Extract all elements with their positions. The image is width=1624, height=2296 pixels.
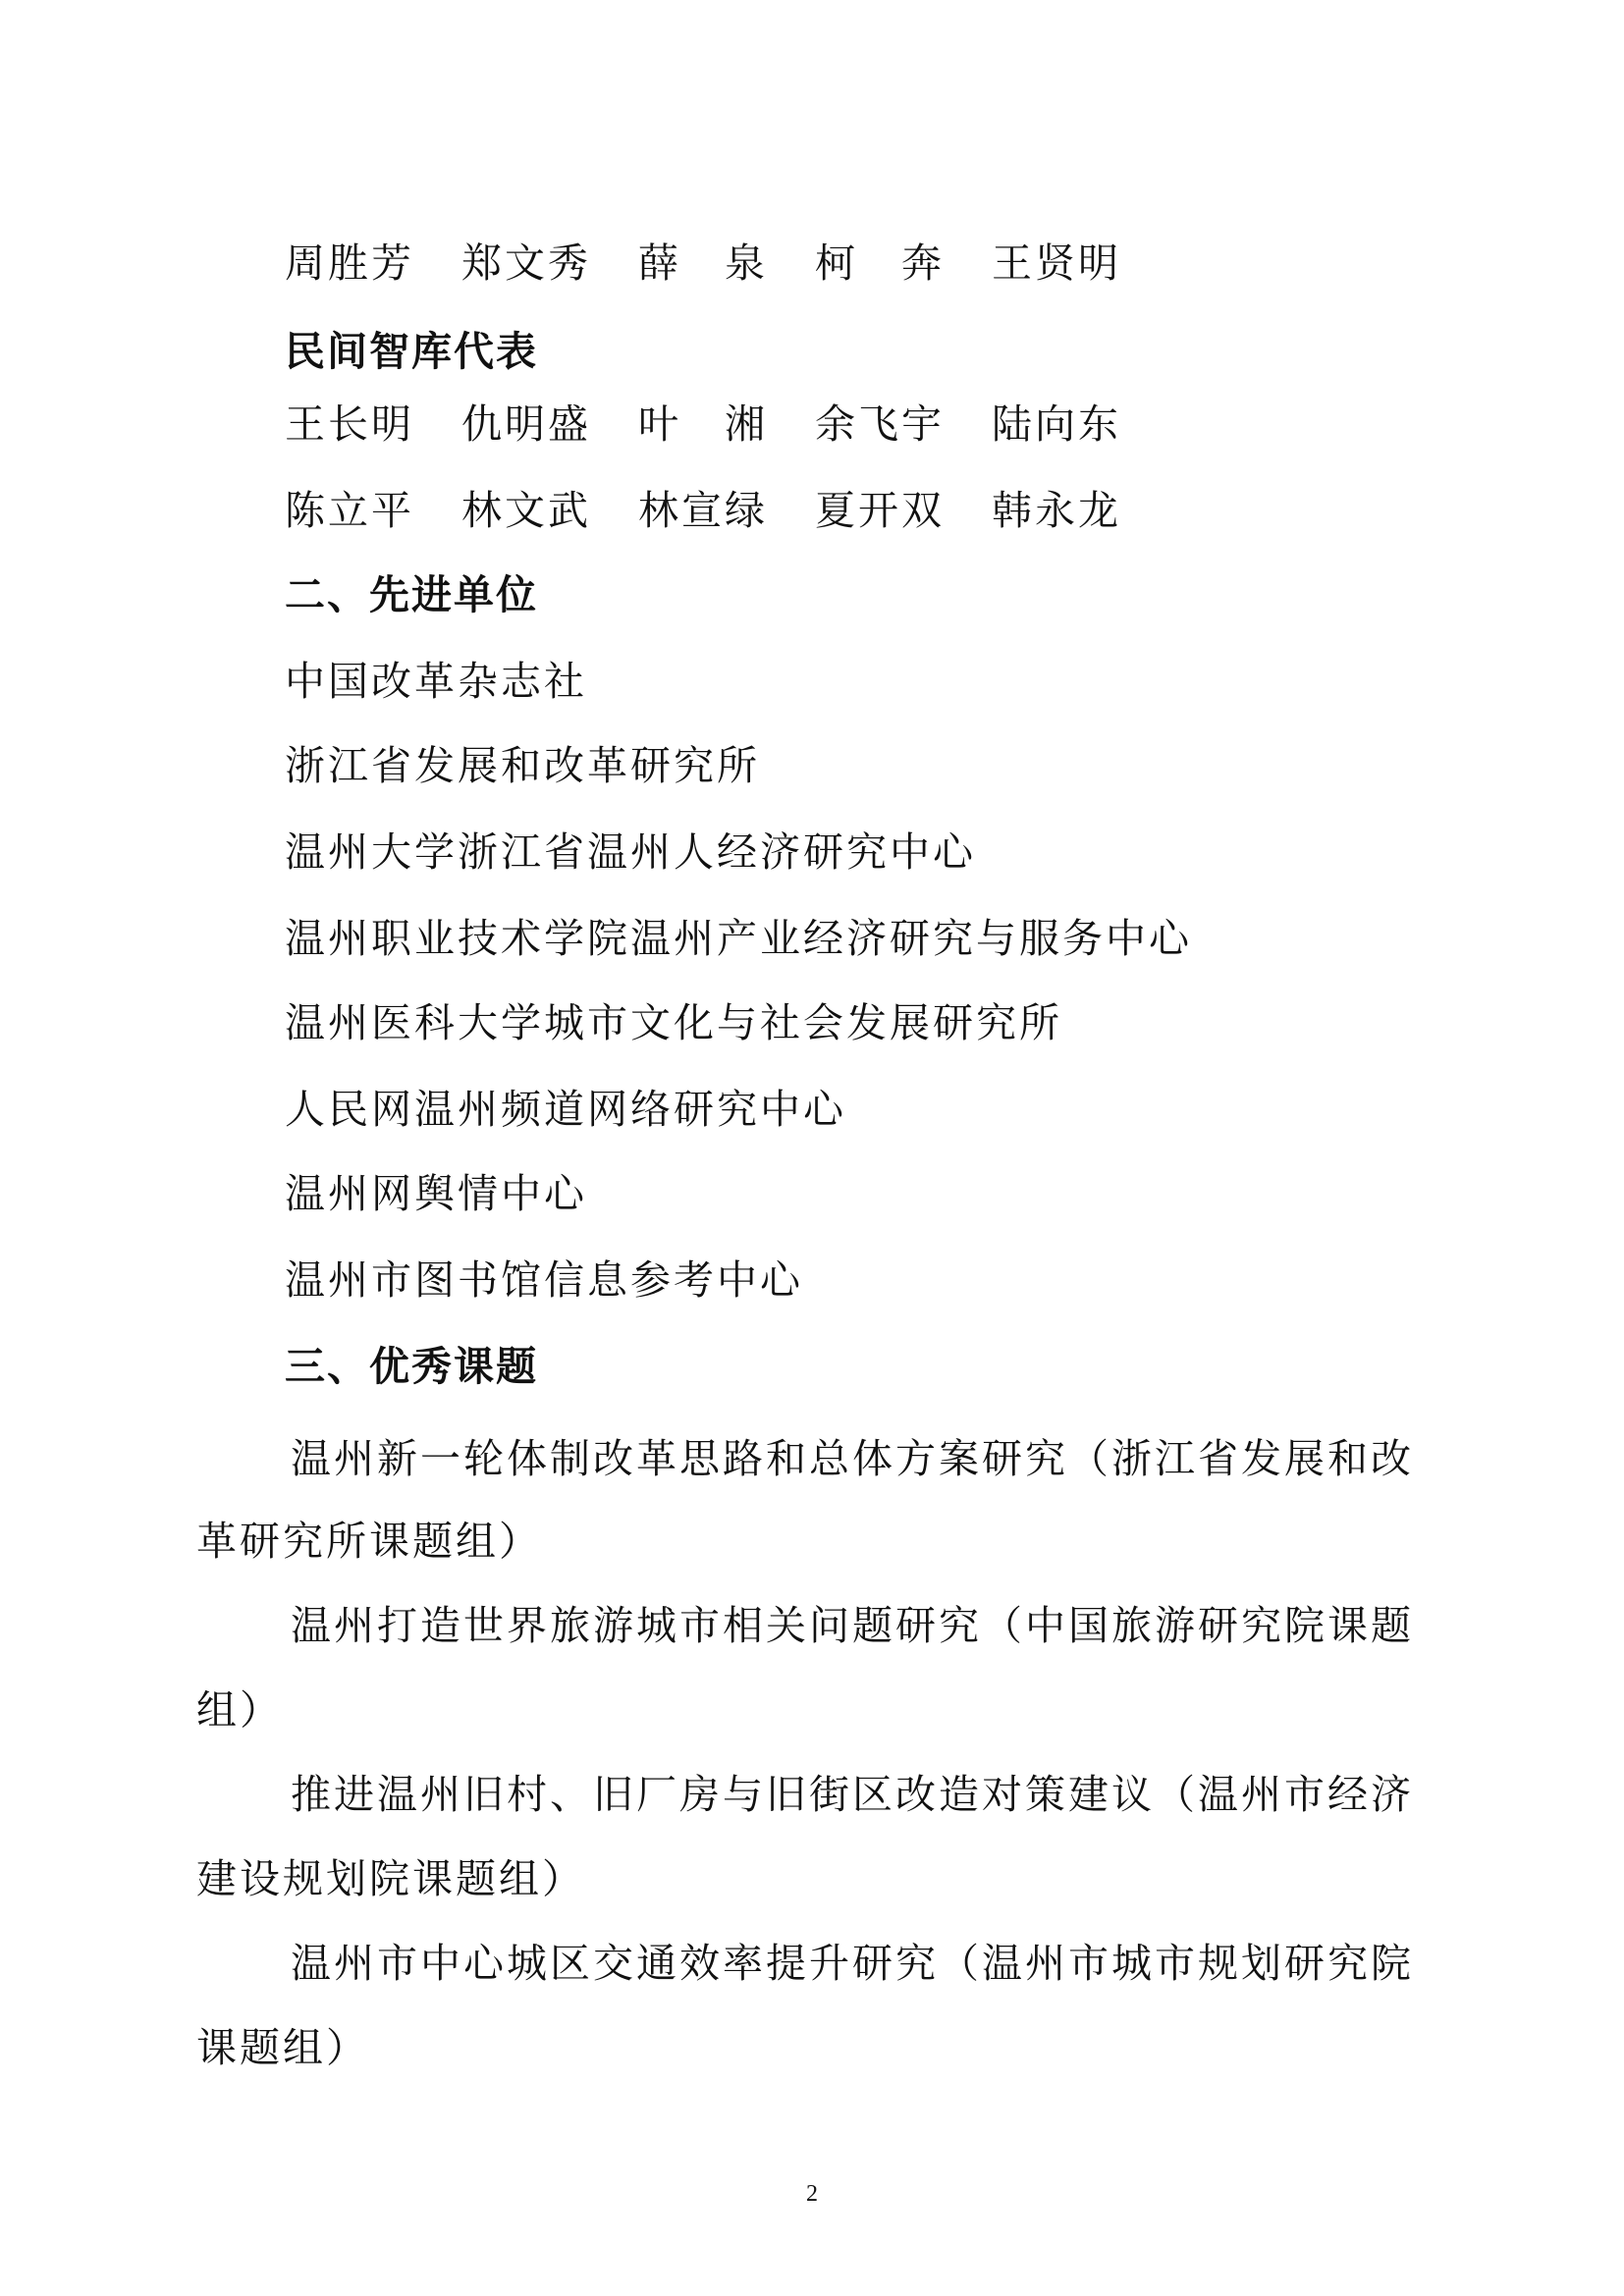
person-name: 韩永龙 [992, 487, 1121, 534]
person-name: 周胜芳 [285, 240, 414, 287]
topic-line: 温州市中心城区交通效率提升研究（温州市城市规划研究院 [291, 1940, 1414, 1987]
person-name: 林文武 [461, 487, 591, 534]
unit-item: 温州网舆情中心 [285, 1170, 587, 1217]
person-name: 余飞宇 [815, 400, 945, 448]
unit-item: 中国改革杂志社 [285, 658, 587, 705]
page-number: 2 [806, 2181, 818, 2207]
person-name: 夏开双 [815, 487, 945, 534]
person-name: 王贤明 [992, 240, 1121, 287]
names-row [285, 399, 1168, 450]
person-name: 陈立平 [285, 487, 414, 534]
unit-item: 温州医科大学城市文化与社会发展研究所 [285, 999, 1062, 1046]
person-name: 林宣绿 [638, 487, 768, 534]
topic-line: 课题组） [196, 2024, 369, 2071]
topic-line: 温州新一轮体制改革思路和总体方案研究（浙江省发展和改 [291, 1435, 1414, 1482]
person-name: 陆向东 [992, 400, 1121, 448]
topic-line: 组） [196, 1686, 283, 1734]
unit-item: 温州市图书馆信息参考中心 [285, 1256, 803, 1304]
topic-line: 建设规划院课题组） [196, 1855, 585, 1902]
person-name: 叶 湘 [638, 400, 768, 448]
unit-item: 温州大学浙江省温州人经济研究中心 [285, 828, 976, 876]
topic-line: 温州打造世界旅游城市相关问题研究（中国旅游研究院课题 [291, 1602, 1414, 1649]
unit-item: 温州职业技术学院温州产业经济研究与服务中心 [285, 915, 1192, 962]
section-heading: 二、先进单位 [285, 571, 538, 618]
names-row [285, 485, 1168, 536]
person-name: 薛 泉 [638, 240, 768, 287]
unit-item: 浙江省发展和改革研究所 [285, 742, 760, 789]
unit-item: 人民网温州频道网络研究中心 [285, 1086, 846, 1133]
topic-line: 革研究所课题组） [196, 1518, 542, 1565]
person-name: 仇明盛 [461, 400, 591, 448]
section-heading: 三、优秀课题 [285, 1343, 538, 1390]
person-name: 柯 奔 [815, 240, 945, 287]
names-row [285, 238, 1168, 289]
person-name: 王长明 [285, 400, 414, 448]
topic-line: 推进温州旧村、旧厂房与旧街区改造对策建议（温州市经济 [291, 1771, 1414, 1818]
think-tank-heading: 民间智库代表 [285, 328, 538, 375]
person-name: 郑文秀 [461, 240, 591, 287]
